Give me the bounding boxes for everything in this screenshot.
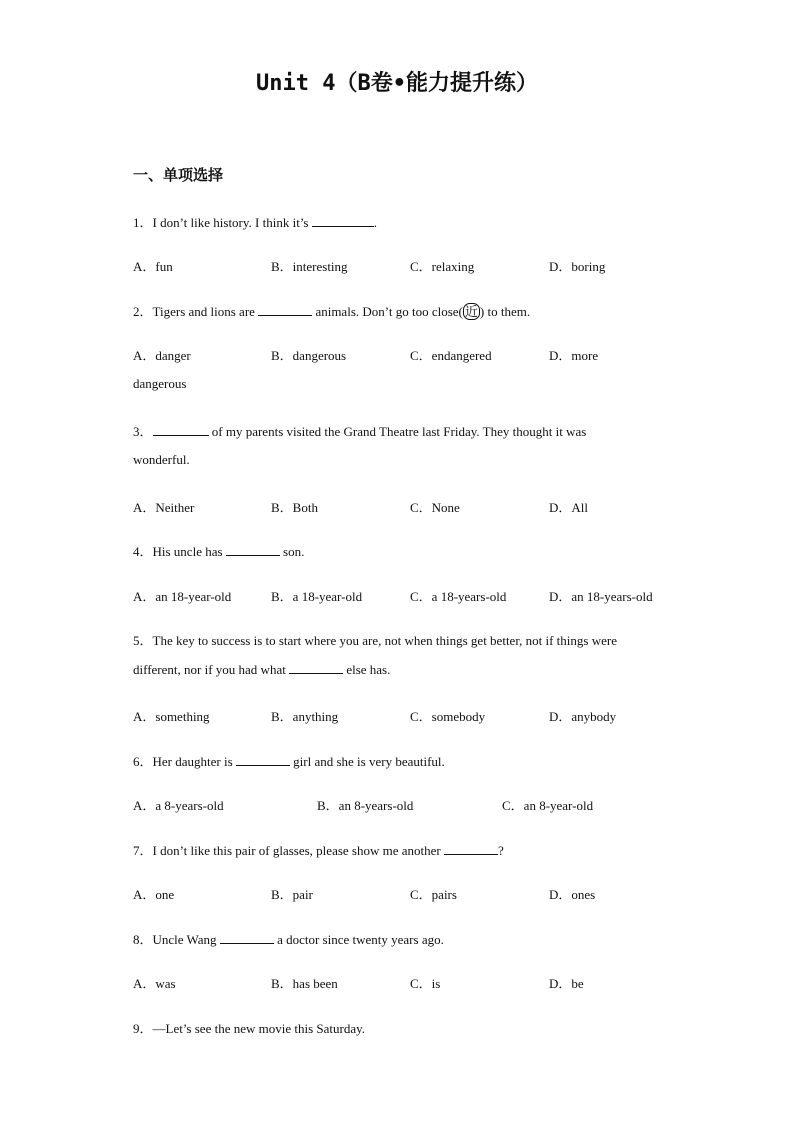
question-4-text: 4．His uncle has: [133, 544, 223, 559]
q8-option-d: D．be: [549, 976, 584, 991]
hint-character: 近: [464, 304, 478, 319]
question-5-continued: [133, 661, 390, 678]
q8-option-c: C．is: [410, 976, 441, 991]
answer-blank: [312, 214, 374, 227]
q7-option-c: C．pairs: [410, 887, 457, 902]
q2-option-b: B．dangerous: [271, 348, 347, 363]
q5-option-c: C．somebody: [410, 709, 486, 724]
question-3-continued: wonderful.: [133, 452, 190, 467]
q3-option-a: A．Neither: [133, 500, 195, 515]
answer-blank: [258, 303, 312, 316]
q5-option-d: D．anybody: [549, 709, 617, 724]
answer-blank: [444, 842, 498, 855]
q3-option-c: C．None: [410, 500, 460, 515]
section-heading: 一、单项选择: [133, 166, 224, 184]
q7-option-d: D．ones: [549, 887, 596, 902]
q2-option-d-continued: dangerous: [133, 376, 187, 391]
q1-option-c: C．relaxing: [410, 259, 475, 274]
question-8-text: 8．Uncle Wang: [133, 932, 217, 947]
q8-option-a: A．was: [133, 976, 176, 991]
q6-option-c: C．an 8-year-old: [502, 798, 594, 813]
question-5-end: else has.: [346, 662, 391, 677]
q1-option-a: A．fun: [133, 259, 173, 274]
q3-option-b: B．Both: [271, 500, 318, 515]
question-8-end: a doctor since twenty years ago.: [277, 932, 444, 947]
question-7-text: 7．I don’t like this pair of glasses, please show me another: [133, 843, 441, 858]
q7-option-b: B．pair: [271, 887, 313, 902]
question-3-number: 3．: [133, 424, 153, 439]
answer-blank: [153, 423, 209, 436]
q3-option-d: D．All: [549, 500, 589, 515]
q6-option-a: A．a 8-years-old: [133, 798, 224, 813]
question-2: [133, 301, 530, 320]
q4-option-a: A．an 18-year-old: [133, 589, 232, 604]
question-6-end: girl and she is very beautiful.: [293, 754, 445, 769]
question-5: 5．The key to success is to start where you are, not when things get better, not if things were: [133, 633, 617, 648]
q7-option-a: A．one: [133, 887, 175, 902]
question-3-text: of my parents visited the Grand Theatre last Friday. They thought it was: [211, 424, 587, 439]
question-9: 9．—Let’s see the new movie this Saturday.: [133, 1021, 366, 1036]
question-5-text: different, nor if you had what: [133, 662, 286, 677]
question-6-text: 6．Her daughter is: [133, 754, 233, 769]
q1-option-b: B．interesting: [271, 259, 348, 274]
q5-option-a: A．something: [133, 709, 210, 724]
question-7: [133, 840, 504, 859]
q4-option-c: C．a 18-years-old: [410, 589, 507, 604]
question-6: [133, 751, 445, 770]
q8-option-b: B．has been: [271, 976, 338, 991]
q6-option-b: B．an 8-years-old: [317, 798, 414, 813]
question-1-end: .: [373, 215, 377, 230]
q2-option-c: C．endangered: [410, 348, 492, 363]
q5-option-b: B．anything: [271, 709, 339, 724]
page-title: Unit 4（B卷•能力提升练）: [256, 71, 538, 96]
q4-option-d: D．an 18-years-old: [549, 589, 653, 604]
question-1-text: 1．I don’t like history. I think it’s: [133, 215, 309, 230]
q4-option-b: B．a 18-year-old: [271, 589, 363, 604]
question-8: [133, 929, 444, 948]
answer-blank: [236, 753, 290, 766]
answer-blank: [220, 931, 274, 944]
q1-option-d: D．boring: [549, 259, 606, 274]
question-2-text: 2．Tigers and lions are: [133, 304, 255, 319]
question-4: [133, 541, 304, 560]
question-4-end: son.: [283, 544, 305, 559]
answer-blank: [226, 543, 280, 556]
answer-blank: [289, 661, 343, 674]
question-3: [133, 421, 586, 440]
q2-option-d: D．more: [549, 348, 599, 363]
question-7-end: ?: [497, 843, 504, 858]
question-2-end: ) to them.: [479, 304, 531, 319]
q2-option-a: A．danger: [133, 348, 191, 363]
question-1: [133, 212, 377, 231]
question-2-mid: animals. Don’t go too close(: [315, 304, 463, 319]
